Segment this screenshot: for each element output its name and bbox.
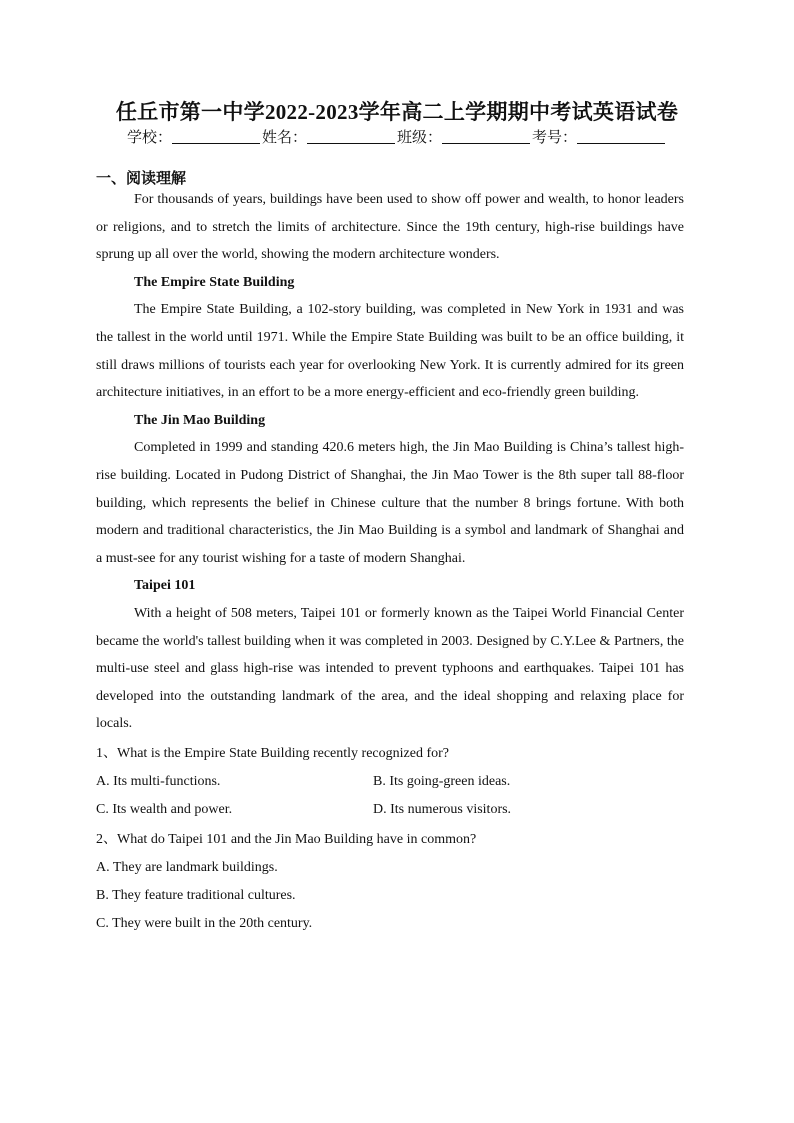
subsection-text: Completed in 1999 and standing 420.6 meters high, the Jin Mao Building is China’s tallest high-rise building. Located in Pudong District of Shanghai, the Jin Mao Tower is the 8th super tall 88-floor building, which represents the belief in Chinese culture that the number 8 brings fortune. With both modern and traditional characteristics, the Jin Mao Building is a symbol and landmark of Shanghai and a must-see for any tourist wishing for a taste of modern Shanghai. [96, 440, 684, 566]
section-title: 一、阅读理解 [96, 171, 187, 187]
subsection-text: The Empire State Building, a 102-story building, was completed in New York in 1931 and was the tallest in the world until 1971. While the Empire State Building was built to be an office building, it still draws millions of tourists each year for overlooking New York. It is currently admired for its green architecture initiatives, in an effort to be a more energy-efficient and eco-friendly green building. [96, 302, 684, 401]
subsection-heading: The Jin Mao Building [134, 412, 266, 428]
question-1-stem: 1、What is the Empire State Building recently recognized for? [96, 745, 449, 761]
question-1-option-d[interactable]: D. Its numerous visitors. [373, 801, 512, 817]
question-2-option-a[interactable]: A. They are landmark buildings. [96, 859, 278, 875]
question-1-options-row [96, 768, 684, 796]
school-blank[interactable] [172, 129, 260, 144]
passage-intro: For thousands of years, buildings have been used to show off power and wealth, to honor leaders or religions, and to stretch the limits of architecture. Since the 19th century, high-rise buildings have sprung up all over the world, showing the modern architecture wonders. [96, 192, 684, 263]
exam-number-label: 考号： [532, 130, 578, 146]
subsection-heading: The Empire State Building [134, 274, 295, 290]
student-info-line [0, 126, 794, 147]
name-label: 姓名： [261, 130, 307, 146]
question-1-option-a[interactable]: A. Its multi-functions. [96, 773, 221, 789]
exam-number-blank[interactable] [577, 129, 665, 144]
question-1-option-b[interactable]: B. Its going-green ideas. [373, 773, 511, 789]
reading-passage [96, 186, 684, 938]
class-label: 班级： [397, 130, 443, 146]
subsection-text: With a height of 508 meters, Taipei 101 or formerly known as the Taipei World Financial Center became the world's tallest building when it was completed in 2003. Designed by C.Y.Lee & Partners, the multi-use steel and glass high-rise was intended to prevent typhoons and earthquakes. Taipei 101 has developed into the outstanding landmark of the area, and the ideal shopping and relaxing place for locals. [96, 605, 684, 732]
question-2-option-c[interactable]: C. They were built in the 20th century. [96, 915, 313, 931]
name-blank[interactable] [307, 129, 395, 144]
question-1-options-row [96, 796, 684, 824]
class-blank[interactable] [442, 129, 530, 144]
question-1-option-c[interactable]: C. Its wealth and power. [96, 801, 233, 817]
question-2-stem: 2、What do Taipei 101 and the Jin Mao Building have in common? [96, 831, 477, 847]
question-2-option-b[interactable]: B. They feature traditional cultures. [96, 887, 296, 903]
school-label: 学校： [126, 130, 172, 146]
subsection-heading: Taipei 101 [134, 578, 196, 594]
page-title: 任丘市第一中学2022-2023学年高二上学期期中考试英语试卷 [115, 100, 679, 124]
